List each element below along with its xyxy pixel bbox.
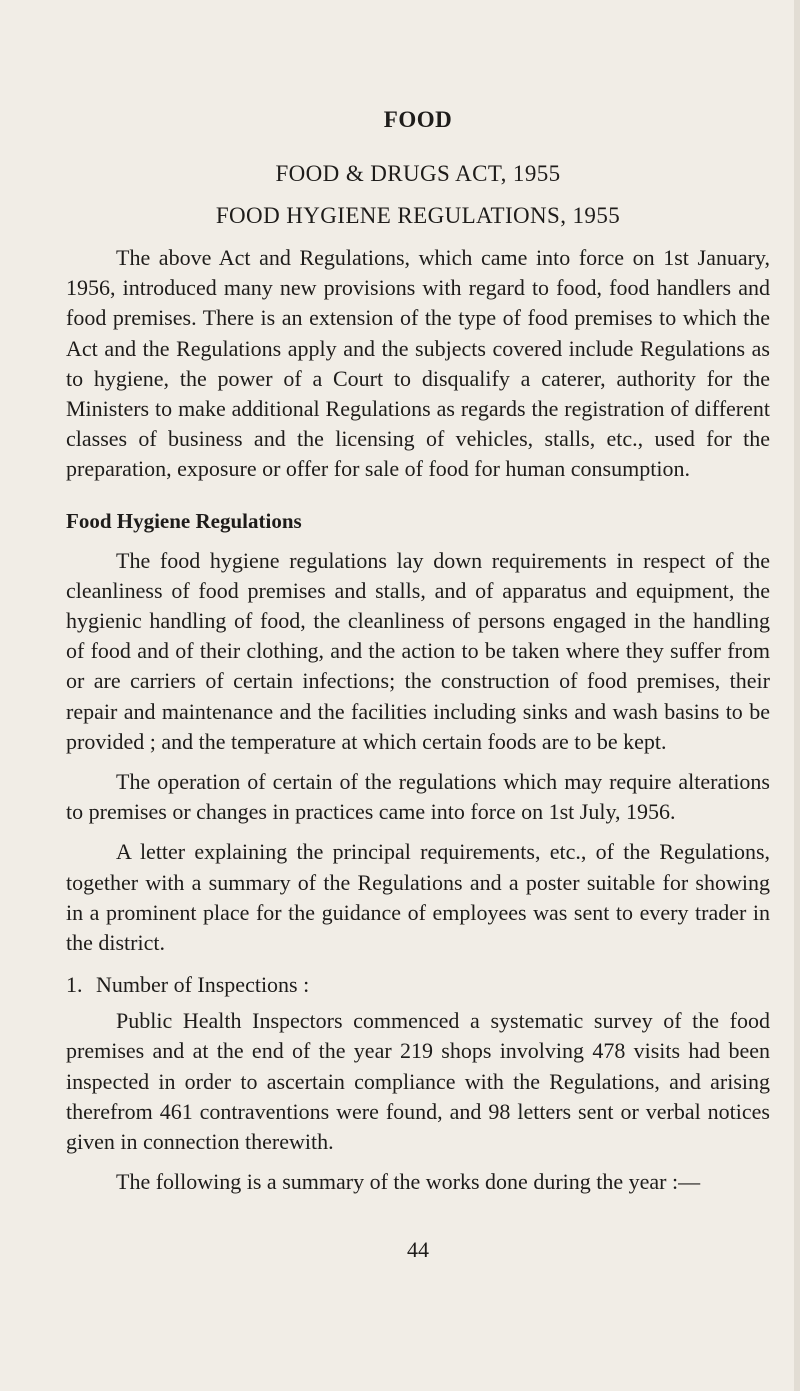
regulations-paragraph-1: The food hygiene regulations lay down requirements in respect of the cleanliness of food premises and stalls, and of apparatus and equipment, the hygienic handling of food, the cleanliness of persons engaged in the handling of food and of their clothing, and the action to be taken where they suffer from or are carriers of certain infections; the construction of food premises, their repair and maintenance and the facilities including sinks and wash basins to be provided ; and the temperature at which certain foods are to be kept. (66, 547, 770, 754)
page-number: 44 (407, 1237, 429, 1263)
inspections-paragraph-1: Public Health Inspectors commenced a systematic survey of the food premises and at the end of the year 219 shops involving 478 visits had been inspected in order to ascertain compliance with the Regulations, and arising therefrom 461 contraventions were found, and 98 letters sent or verbal notices given in connection therewith. (66, 1008, 770, 1155)
regulations-paragraph-3: A letter explaining the principal requirements, etc., of the Regulations, together with a summary of the Regulations and a poster suitable for showing in a prominent place for the guidance of employees was sent to every trader in the district. (66, 839, 770, 956)
regulations-title: FOOD HYGIENE REGULATIONS, 1955 (215, 203, 621, 228)
page-title: FOOD (383, 107, 453, 132)
intro-paragraph: The above Act and Regulations, which came into force on 1st January, 1956, introduced many new provisions with regard to food, food handlers and food premises. There is an extension of the type of food premises to which the Act and the Regulations apply and the subjects covered include Regulations as to hygiene, the power of a Court to disqualify a caterer, authority for the Ministers to make additional Regulations as regards the registration of different classes of business and the licensing of vehicles, stalls, etc., used for the preparation, exposure or offer for sale of food for human consumption. (66, 245, 770, 482)
section-heading: Food Hygiene Regulations (66, 508, 302, 533)
page-edge (794, 0, 800, 1391)
numbered-heading (66, 972, 770, 998)
regulations-paragraph-2: The operation of certain of the regulations which may require alterations to premises or changes in practices came into force on 1st July, 1956. (66, 769, 770, 825)
item-label: Number of Inspections : (96, 972, 310, 998)
document-page (66, 95, 770, 1263)
act-title: FOOD & DRUGS ACT, 1955 (275, 161, 561, 186)
inspections-paragraph-2: The following is a summary of the works done during the year :— (116, 1169, 701, 1195)
item-number: 1. (66, 972, 83, 998)
